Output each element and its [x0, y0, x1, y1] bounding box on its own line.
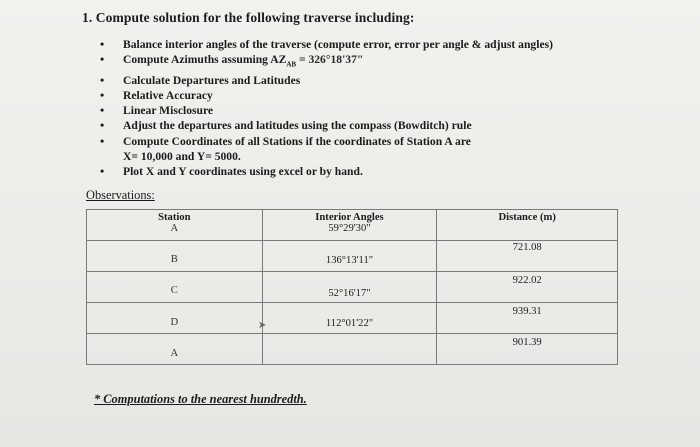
- angle-cell: 136°13'11": [325, 255, 374, 266]
- station-cell: D: [170, 317, 179, 328]
- azimuth-value: = 326°18'37": [296, 53, 364, 67]
- question-title: 1. Compute solution for the following traverse including:: [82, 10, 415, 25]
- cursor-icon: ➤: [258, 320, 267, 331]
- table-cell: [87, 210, 263, 241]
- table-cell: [262, 303, 437, 334]
- distance-cell: 901.39: [512, 337, 542, 348]
- list-item: [98, 73, 658, 88]
- list-item: [98, 103, 658, 118]
- header-angle: Interior Angles: [315, 212, 384, 223]
- list-item-text: Compute Azimuths assuming AZ: [123, 53, 287, 67]
- list-item-text: Calculate Departures and Latitudes: [123, 73, 301, 87]
- task-list: [98, 37, 658, 179]
- list-item-text: Compute Coordinates of all Stations if the coordinates of Station A are: [123, 134, 471, 148]
- list-item-text: Linear Misclosure: [123, 104, 214, 118]
- list-item-text-cont: X= 10,000 and Y= 5000.: [123, 149, 241, 163]
- bullet-icon: •: [100, 37, 105, 51]
- bullet-icon: •: [100, 118, 105, 133]
- list-item-text: Plot X and Y coordinates using excel or by hand.: [123, 164, 363, 178]
- table-row: [87, 334, 618, 365]
- table-cell: [262, 210, 437, 241]
- azimuth-subscript: AB: [286, 60, 297, 69]
- bullet-icon: •: [100, 163, 105, 178]
- list-item-text: Relative Accuracy: [123, 88, 213, 102]
- table-row: [87, 210, 618, 241]
- station-cell: C: [170, 285, 178, 296]
- list-item: [98, 52, 658, 73]
- table-cell: [87, 241, 263, 272]
- distance-cell: 939.31: [512, 306, 542, 317]
- table-cell: [437, 303, 618, 334]
- table-cell: [87, 303, 263, 334]
- list-item: [98, 134, 658, 164]
- observations-label: Observations:: [86, 188, 155, 202]
- station-cell: B: [170, 254, 178, 265]
- table-cell: [87, 272, 263, 303]
- angle-cell: 52°16'17": [328, 288, 371, 299]
- footnote: * Computations to the nearest hundredth.: [94, 392, 307, 406]
- table-cell: [437, 241, 618, 272]
- table-row: [87, 241, 618, 272]
- table-cell: [437, 334, 618, 365]
- distance-cell: 721.08: [512, 242, 542, 253]
- table-cell: [262, 272, 437, 303]
- table-row: [87, 272, 618, 303]
- bullet-icon: •: [100, 103, 105, 118]
- bullet-icon: •: [100, 87, 105, 102]
- station-cell: A: [170, 223, 179, 234]
- list-item: [98, 164, 658, 179]
- table-cell: [262, 334, 437, 365]
- table-cell: [437, 210, 618, 241]
- table-cell: [262, 241, 437, 272]
- station-cell: A: [170, 348, 179, 359]
- table-cell: [437, 272, 618, 303]
- bullet-icon: •: [100, 72, 105, 87]
- header-station: Station: [158, 212, 191, 223]
- observations-table: [86, 209, 618, 365]
- distance-cell: 922.02: [512, 275, 542, 286]
- table-cell: [87, 334, 263, 365]
- angle-cell: 59°29'30": [328, 223, 371, 234]
- table-row: [87, 303, 618, 334]
- list-item: [98, 37, 658, 52]
- list-item: [98, 88, 658, 103]
- angle-cell: 112°01'22": [325, 318, 374, 329]
- list-item-text: Adjust the departures and latitudes using the compass (Bowditch) rule: [123, 119, 472, 133]
- list-item-text: Balance interior angles of the traverse (compute error, error per angle & adjust angles): [123, 38, 553, 51]
- bullet-icon: •: [100, 52, 105, 67]
- list-item: [98, 118, 658, 133]
- bullet-icon: •: [100, 133, 105, 148]
- header-distance: Distance (m): [498, 212, 556, 223]
